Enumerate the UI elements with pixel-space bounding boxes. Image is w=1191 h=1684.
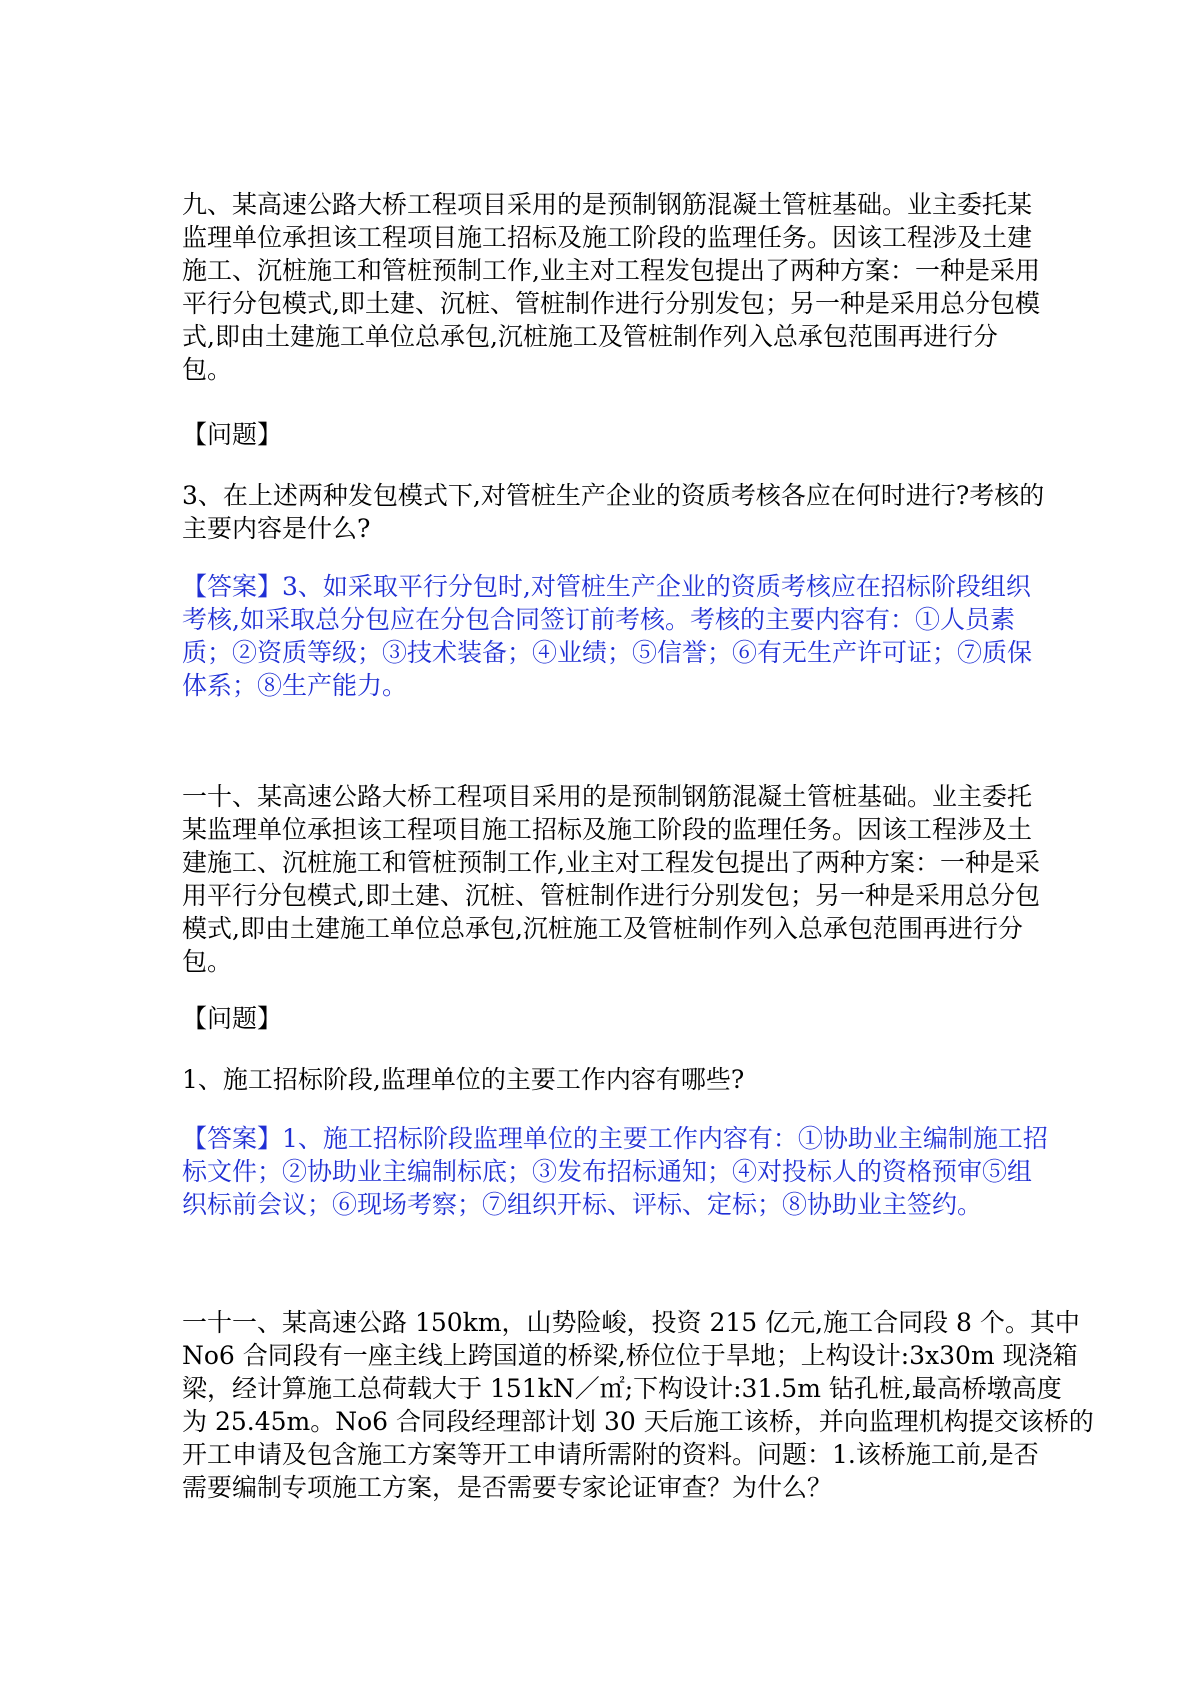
text-line: 需要编制专项施工方案，是否需要专家论证审查？为什么？ <box>182 1473 833 1502</box>
text-line: 九、某高速公路大桥工程项目采用的是预制钢筋混凝土管桩基础。业主委托某 <box>182 190 1033 219</box>
section-10-question-text <box>182 780 1040 978</box>
answer-line: 【答案】3、如采取平行分包时,对管桩生产企业的资质考核应在招标阶段组织 <box>182 572 1031 601</box>
answer-line: 体系；⑧生产能力。 <box>182 671 408 700</box>
text-line: 1、施工招标阶段,监理单位的主要工作内容有哪些? <box>182 1065 745 1094</box>
section-10-problem-label <box>182 1002 1012 1035</box>
text-line: 梁，经计算施工总荷载大于 151kN／㎡;下构设计:31.5m 钻孔桩,最高桥墩高度 <box>182 1374 1062 1403</box>
text-line: 监理单位承担该工程项目施工招标及施工阶段的监理任务。因该工程涉及土建 <box>182 223 1033 252</box>
text-line: No6 合同段有一座主线上跨国道的桥梁,桥位位于旱地；上构设计:3x30m 现浇箱 <box>182 1341 1078 1370</box>
text-line: 某监理单位承担该工程项目施工招标及施工阶段的监理任务。因该工程涉及土 <box>182 815 1033 844</box>
problem-label: 【问题】 <box>182 420 283 449</box>
text-line: 模式,即由土建施工单位总承包,沉桩施工及管桩制作列入总承包范围再进行分 <box>182 914 1023 943</box>
problem-label: 【问题】 <box>182 1004 283 1033</box>
answer-line: 标文件；②协助业主编制标底；③发布招标通知；④对投标人的资格预审⑤组 <box>182 1157 1033 1186</box>
section-10-question <box>182 1063 1012 1096</box>
text-line: 包。 <box>182 947 233 976</box>
section-9-answer <box>182 570 1033 702</box>
text-line: 用平行分包模式,即土建、沉桩、管桩制作进行分别发包；另一种是采用总分包 <box>182 881 1040 910</box>
section-10-answer <box>182 1122 1048 1221</box>
section-11-question-text <box>182 1306 1094 1504</box>
answer-line: 质；②资质等级；③技术装备；④业绩；⑤信誉；⑥有无生产许可证；⑦质保 <box>182 638 1033 667</box>
text-line: 主要内容是什么? <box>182 514 371 543</box>
text-line: 开工申请及包含施工方案等开工申请所需附的资料。问题：1.该桥施工前,是否 <box>182 1440 1039 1469</box>
section-9-question-text <box>182 188 1040 386</box>
answer-line: 考核,如采取总分包应在分包合同签订前考核。考核的主要内容有：①人员素 <box>182 605 1015 634</box>
section-9-problem-label <box>182 418 1012 451</box>
answer-line: 织标前会议；⑥现场考察；⑦组织开标、评标、定标；⑧协助业主签约。 <box>182 1190 983 1219</box>
text-line: 一十、某高速公路大桥工程项目采用的是预制钢筋混凝土管桩基础。业主委托 <box>182 782 1033 811</box>
text-line: 建施工、沉桩施工和管桩预制工作,业主对工程发包提出了两种方案：一种是采 <box>182 848 1040 877</box>
text-line: 施工、沉桩施工和管桩预制工作,业主对工程发包提出了两种方案：一种是采用 <box>182 256 1040 285</box>
text-line: 平行分包模式,即土建、沉桩、管桩制作进行分别发包；另一种是采用总分包模 <box>182 289 1040 318</box>
text-line: 包。 <box>182 355 233 384</box>
section-9-question <box>182 479 1045 545</box>
answer-line: 【答案】1、施工招标阶段监理单位的主要工作内容有：①协助业主编制施工招 <box>182 1124 1048 1153</box>
text-line: 一十一、某高速公路 150km，山势险峻，投资 215 亿元,施工合同段 8 个。其中 <box>182 1308 1080 1337</box>
text-line: 式,即由土建施工单位总承包,沉桩施工及管桩制作列入总承包范围再进行分 <box>182 322 998 351</box>
text-line: 3、在上述两种发包模式下,对管桩生产企业的资质考核各应在何时进行?考核的 <box>182 481 1045 510</box>
text-line: 为 25.45m。No6 合同段经理部计划 30 天后施工该桥，并向监理机构提交该桥的 <box>182 1407 1094 1436</box>
